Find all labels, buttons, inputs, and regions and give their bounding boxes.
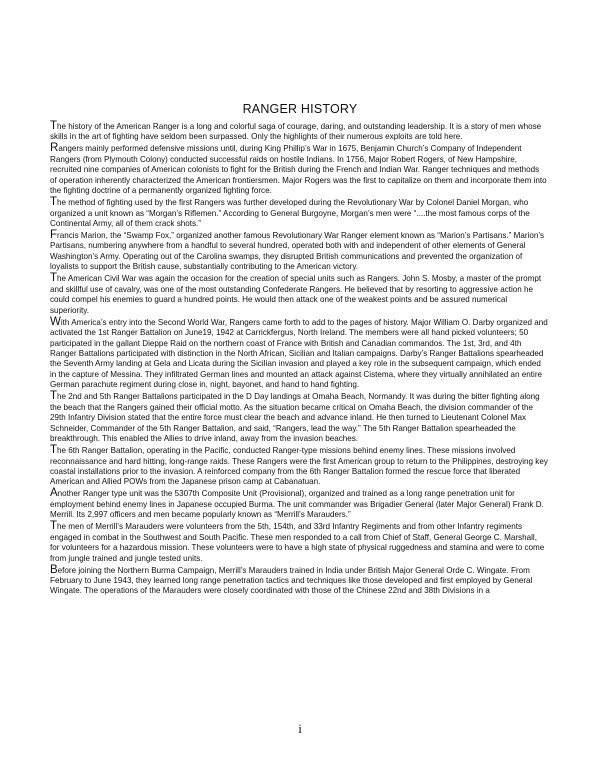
paragraph-text: he American Civil War was again the occasion for the creation of special units such as Rangers. John S. Mosby, a master of the prompt and skillful use of cavalry, was one of the most outstanding Confederate Rangers. He believed that by resorting to aggressive action he could compel his enemies to guard a hundred points. He would then attack one of the weakest points and be assured numerical superiority. — [50, 274, 542, 315]
paragraph — [50, 488, 548, 520]
paragraph-initial: W — [50, 315, 61, 328]
paragraph-initial: A — [50, 487, 58, 500]
paragraph-initial: B — [50, 563, 58, 576]
paragraph — [50, 121, 548, 143]
paragraph — [50, 197, 548, 229]
paragraph-text: angers mainly performed defensive missions until, during King Phillip’s War in 1675, Benjamin Church’s Company of Independent Rangers (from Plymouth Colony) conducted successful raids on hostile Indians. In 1756, Major Robert Rogers, of New Hampshire, recruited nine companies of American colonists to fight for the British during the French and Indian War. Ranger techniques and methods of operation inherently characterized the American frontiersmen. Major Rogers was the first to capitalize on them and incorporate them into the fighting doctrine of a permanently organized fighting force. — [50, 144, 547, 196]
paragraph — [50, 230, 548, 273]
article-body — [50, 121, 548, 597]
paragraph-initial: T — [50, 444, 58, 457]
paragraph-text: nother Ranger type unit was the 5307th Composite Unit (Provisional), organized and trained as a long range penetration unit for employment behind enemy lines in Japanese occupied Burma. The unit commander was Brigadier General (later Major General) Frank D. Merrill. Its 2,997 officers and men became popularly known as “Merrill’s Marauders.” — [50, 489, 544, 520]
paragraph — [50, 521, 548, 564]
paragraph-text: he 6th Ranger Battalion, operating in the Pacific, conducted Ranger-type missions behind enemy lines. These missions involved reconnaissance and hard hitting, long-range raids. These Rangers were the first American group to return to the Philippines, destroying key coastal installations prior to the invasion. A reinforced company from the 6th Ranger Battalion formed the rescue force that liberated American and Allied POWs from the Japanese prison camp at Cabanatuan. — [50, 446, 548, 487]
paragraph — [50, 273, 548, 316]
paragraph-initial: T — [50, 520, 58, 533]
paragraph-text: he history of the American Ranger is a long and colorful saga of courage, daring, and outstanding leadership. It is a story of men whose skills in the art of fighting have seldom been surpassed. Only the highlights of their numerous exploits are told here. — [50, 122, 542, 142]
paragraph — [50, 317, 548, 391]
paragraph-text: efore joining the Northern Burma Campaign, Merrill’s Marauders trained in India under British Major General Orde C. Wingate. From February to June 1943, they learned long range penetration tactics and techniques like those developed and first employed by General Wingate. The operations of the Marauders were closely coordinated with those of the Chinese 22nd and 38th Divisions in a — [50, 565, 533, 596]
paragraph — [50, 565, 548, 597]
paragraph-text: he men of Merrill’s Marauders were volunteers from the 5th, 154th, and 33rd Infantry Regiments and from other Infantry regiments engaged in combat in the Southwest and South Pacific. These men responded to a call from Chief of Staff, General George C. Marshall, for volunteers for a hazardous mission. These volunteers were to have a high state of physical ruggedness and stamina and were to come from jungle trained and jungle tested units. — [50, 522, 545, 563]
paragraph-text: ith America’s entry into the Second World War, Rangers came forth to add to the pages of history. Major William O. Darby organized and activated the 1st Ranger Battalion on June19, 1942 at Carrickfergus, North Ireland. The members were all hand picked volunteers; 50 participated in the gallant Dieppe Raid on the northern coast of France with British and Canadian commandos. The 1st, 3rd, and 4th Ranger Battalions participated with distinction in the North African, Sicilian and Italian campaigns. Darby’s Ranger Battalions spearheaded the Seventh Army landing at Gela and Licata during the Sicilian invasion and played a key role in the subsequent campaign, which ended in the capture of Messina. They infiltrated German lines and mounted an attack against Cistema, where they virtually annihilated an entire German parachute regiment during close in, night, bayonet, and hand to hand fighting. — [50, 317, 548, 390]
page-number: i — [298, 721, 302, 736]
paragraph-text: rancis Marion, the “Swamp Fox,” organized another famous Revolutionary War Ranger element known as “Marion’s Partisans.” Marion’s Partisans, numbering anywhere from a handful to several hundred, operated both with and independent of other elements of General Washington’s Army. Operating out of the Carolina swamps, they disrupted British communications and prevented the organization of loyalists to support the British cause, substantially contributing to the American victory. — [50, 231, 545, 272]
paragraph-initial: T — [50, 120, 58, 132]
paragraph — [50, 391, 548, 444]
paragraph-text: he method of fighting used by the first Rangers was further developed during the Revolutionary War by Colonel Daniel Morgan, who organized a unit known as “Morgan’s Riflemen.” According to General Burgoyne, Morgan’s men were “....the most famous corps of the Continental Army, all of them crack shots.” — [50, 198, 530, 229]
paragraph-initial: T — [50, 272, 58, 285]
paragraph-initial: T — [50, 390, 58, 403]
paragraph — [50, 445, 548, 488]
paragraph — [50, 143, 548, 196]
paragraph-text: he 2nd and 5th Ranger Battalions participated in the D Day landings at Omaha Beach, Normandy. It was during the bitter fighting along the beach that the Rangers gained their official motto. As the situation became critical on Omaha Beach, the division commander of the 29th Infantry Division stated that the entire force must clear the beach and advance inland. He then turned to Lieutenant Colonel Max Schneider, Commander of the 5th Ranger Battalion, and said, “Rangers, lead the way.” The 5th Ranger Battalion spearheaded the breakthrough. This enabled the Allies to drive inland, away from the invasion beaches. — [50, 392, 540, 444]
paragraph-initial: T — [50, 196, 58, 209]
paragraph-initial: F — [50, 229, 58, 242]
paragraph-initial: R — [50, 142, 59, 155]
page-title: RANGER HISTORY — [242, 102, 358, 116]
